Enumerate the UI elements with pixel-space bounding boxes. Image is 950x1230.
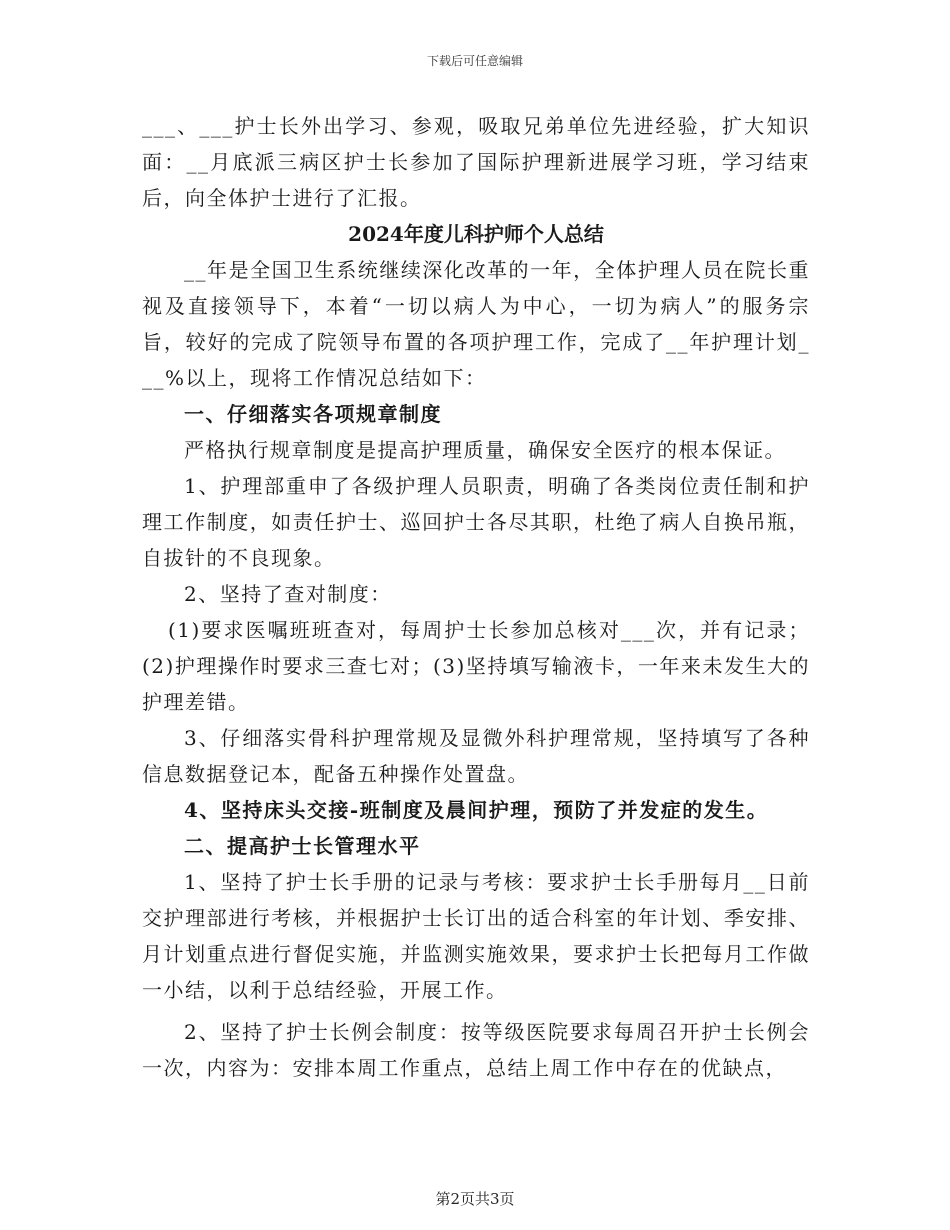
paragraph-rule-1: 1、护理部重申了各级护理人员职责，明确了各类岗位责任制和护理工作制度，如责任护士、巡回护士各尽其职，杜绝了病人自换吊瓶，自拔针的不良现象。 bbox=[142, 474, 810, 570]
paragraph-rule-2-details: (1)要求医嘱班班查对，每周护士长参加总核对___次，并有记录；(2)护理操作时要求三查七对；(3)坚持填写输液卡，一年来未发生大的护理差错。 bbox=[142, 618, 810, 714]
paragraph-study-visit: ___、___护士长外出学习、参观，吸取兄弟单位先进经验，扩大知识面：__月底派三病区护士长参加了国际护理新进展学习班，学习结束后，向全体护士进行了汇报。 bbox=[142, 114, 810, 210]
page-footer: 第2页共3页 bbox=[435, 1190, 515, 1208]
paragraph-intro: __年是全国卫生系统继续深化改革的一年，全体护理人员在院长重视及直接领导下，本着“一切以病人为中心，一切为病人”的服务宗旨，较好的完成了院领导布置的各项护理工作，完成了__年护理计划___%以上，现将工作情况总结如下： bbox=[142, 258, 810, 390]
section-heading-management: 二、提高护士长管理水平 bbox=[184, 834, 421, 858]
paragraph-management-2: 2、坚持了护士长例会制度：按等级医院要求每周召开护士长例会一次，内容为：安排本周工作重点，总结上周工作中存在的优缺点， bbox=[142, 1020, 810, 1080]
section-heading-rules: 一、仔细落实各项规章制度 bbox=[184, 402, 442, 426]
document-title: 2024年度儿科护师个人总结 bbox=[348, 222, 604, 246]
paragraph-rule-3: 3、仔细落实骨科护理常规及显微外科护理常规，坚持填写了各种信息数据登记本，配备五种操作处置盘。 bbox=[142, 726, 810, 786]
paragraph-rule-2: 2、坚持了查对制度： bbox=[184, 582, 392, 606]
paragraph-management-1: 1、坚持了护士长手册的记录与考核：要求护士长手册每月__日前交护理部进行考核，并根据护士长订出的适合科室的年计划、季安排、月计划重点进行督促实施，并监测实施效果，要求护士长把每月工作做一小结，以利于总结经验，开展工作。 bbox=[142, 870, 810, 1002]
page-header: 下载后可任意编辑 bbox=[426, 54, 523, 68]
paragraph-rule-4: 4、坚持床头交接-班制度及晨间护理，预防了并发症的发生。 bbox=[184, 798, 769, 822]
paragraph-rules-importance: 严格执行规章制度是提高护理质量，确保安全医疗的根本保证。 bbox=[184, 438, 786, 462]
document-body bbox=[142, 108, 810, 1086]
